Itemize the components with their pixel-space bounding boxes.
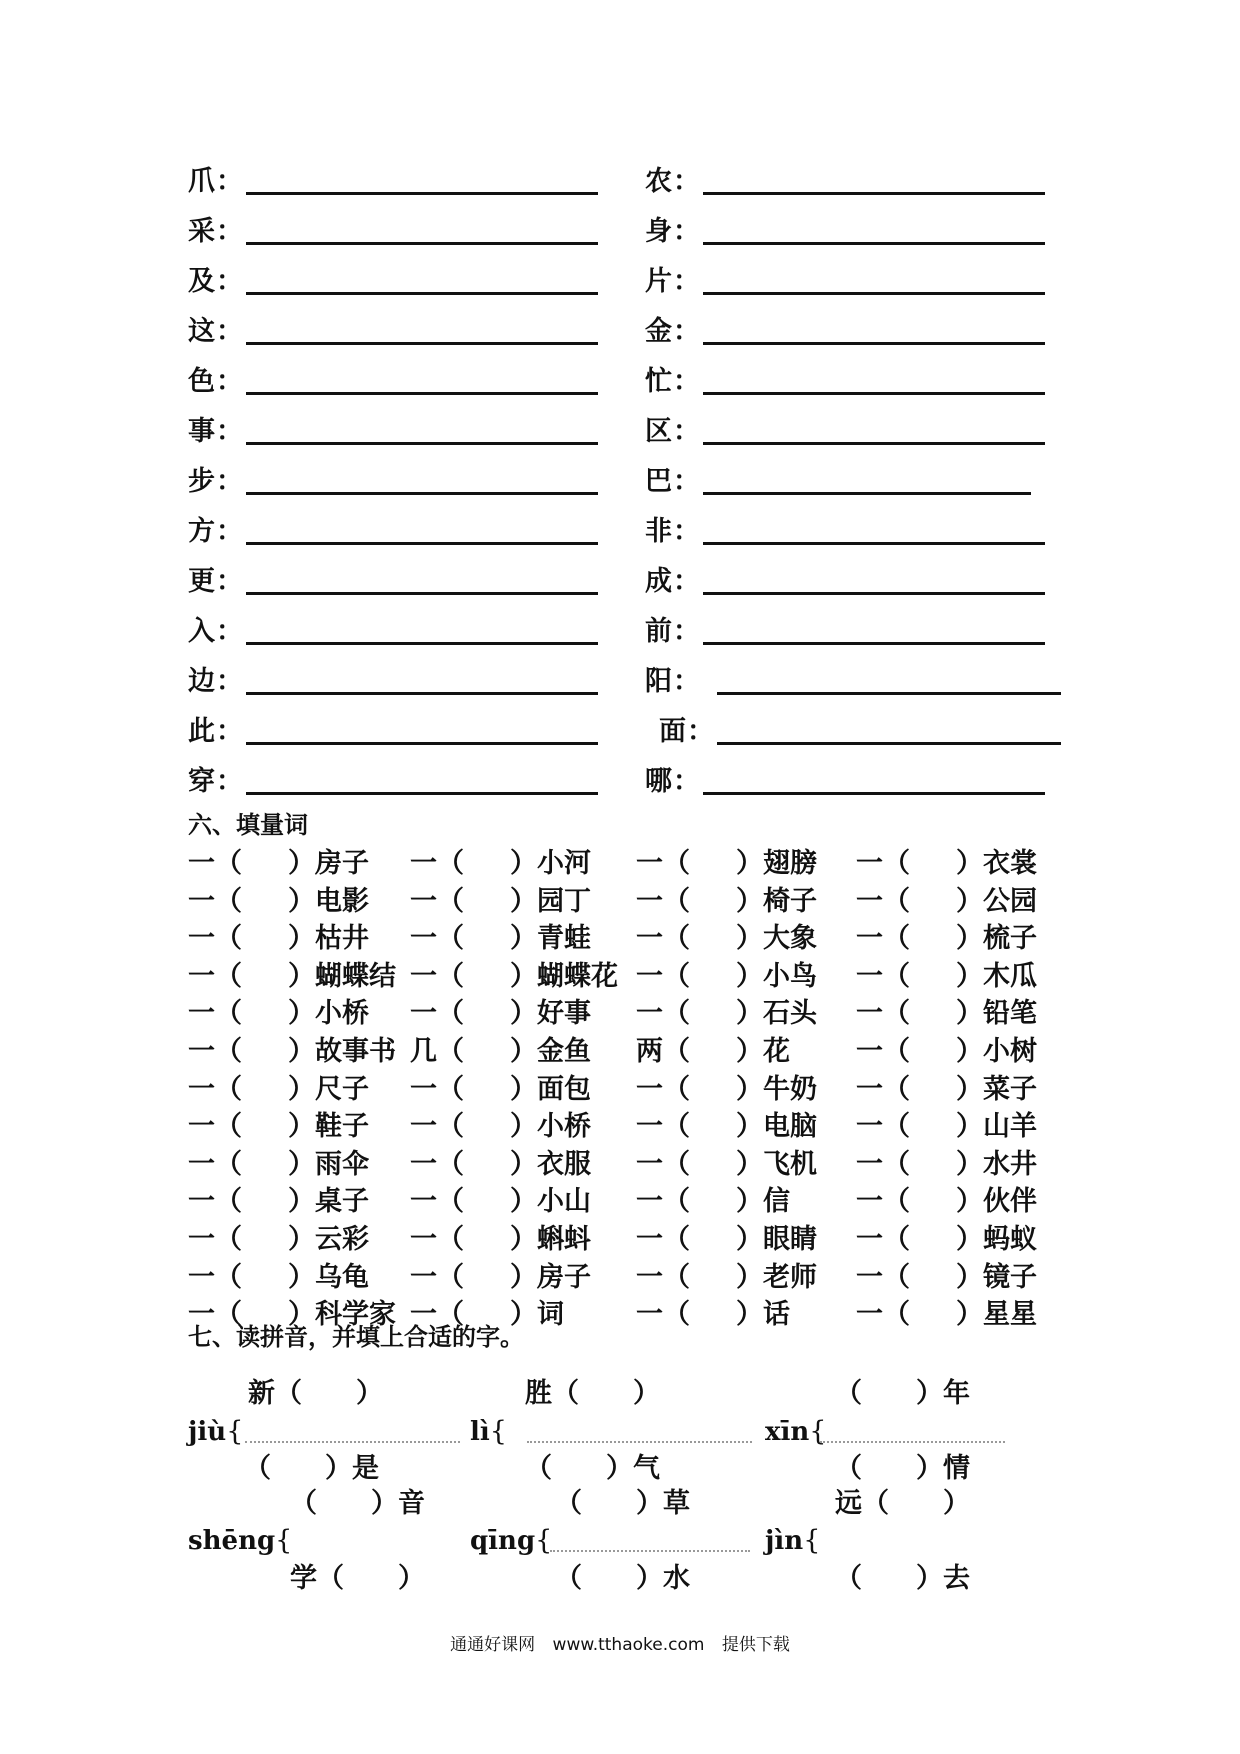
measure-word-item	[856, 1033, 1037, 1070]
measure-word-item	[856, 1259, 1037, 1296]
colon: ：	[216, 716, 243, 747]
measure-word-item	[636, 1146, 817, 1183]
target-character: 身	[645, 216, 672, 247]
close-paren-noun: ）小树	[956, 1036, 1037, 1067]
target-character: 金	[645, 316, 672, 347]
measure-word-item	[410, 1183, 591, 1220]
answer-line[interactable]	[703, 392, 1045, 395]
colon: ：	[673, 366, 700, 397]
measure-word-item	[188, 883, 369, 920]
dotted-guide-line	[550, 1550, 750, 1552]
word-row	[0, 562, 1240, 602]
answer-line[interactable]	[703, 242, 1045, 245]
close-paren-noun: ）木瓜	[956, 960, 1037, 992]
colon: ：	[216, 166, 243, 197]
measure-word-row	[188, 1033, 1068, 1070]
numeral-open-paren: 一（	[856, 1148, 910, 1180]
answer-line[interactable]	[703, 792, 1045, 795]
measure-word-item	[856, 958, 1037, 995]
measure-word-item	[856, 920, 1037, 957]
pinyin-word-top[interactable]: （ ）年	[835, 1378, 970, 1409]
measure-word-item	[188, 845, 369, 882]
section7-title: 七、读拼音，并填上合适的字。	[188, 1322, 524, 1351]
measure-word-item	[188, 1033, 396, 1070]
measure-word-item	[188, 1071, 369, 1108]
measure-word-item	[410, 1108, 591, 1145]
close-paren-noun: ）牛奶	[736, 1073, 817, 1105]
pinyin-word-bottom[interactable]: 学（ ）	[290, 1563, 425, 1594]
numeral-open-paren: 一（	[188, 923, 242, 955]
measure-word-item	[410, 1146, 591, 1183]
close-paren-noun: ）青蛙	[510, 923, 591, 955]
close-paren-noun: ）翅膀	[736, 848, 817, 879]
numeral-open-paren: 一（	[856, 1186, 910, 1218]
measure-word-item	[856, 1108, 1037, 1145]
curly-brace-icon: {	[803, 1525, 821, 1556]
measure-word-item	[636, 920, 817, 957]
numeral-open-paren: 一（	[410, 1148, 464, 1180]
word-row	[0, 312, 1240, 352]
footer-site-name: 通通好课网	[450, 1635, 536, 1655]
numeral-open-paren: 一（	[856, 1224, 910, 1255]
answer-line[interactable]	[717, 742, 1061, 745]
measure-word-item	[636, 1221, 817, 1258]
word-row	[0, 612, 1240, 652]
colon: ：	[216, 666, 243, 697]
numeral-open-paren: 一（	[188, 848, 242, 879]
numeral-open-paren: 一（	[856, 885, 910, 917]
measure-word-item	[636, 1259, 817, 1296]
answer-line[interactable]	[703, 342, 1045, 345]
close-paren-noun: ）小河	[510, 848, 591, 879]
measure-word-row	[188, 958, 1068, 995]
answer-line[interactable]	[246, 492, 598, 495]
close-paren-noun: ）椅子	[736, 885, 817, 917]
numeral-open-paren: 一（	[636, 1224, 690, 1255]
measure-word-item	[410, 1071, 591, 1108]
pinyin-label	[470, 1523, 552, 1559]
target-character: 成	[645, 566, 672, 597]
numeral-open-paren: 一（	[636, 998, 690, 1030]
close-paren-noun: ）飞机	[736, 1148, 817, 1180]
answer-line[interactable]	[703, 442, 1045, 445]
close-paren-noun: ）好事	[510, 998, 591, 1030]
close-paren-noun: ）山羊	[956, 1111, 1037, 1143]
pinyin-text: jìn	[765, 1526, 804, 1556]
answer-line[interactable]	[246, 442, 598, 445]
numeral-open-paren: 一（	[188, 1073, 242, 1105]
pinyin-text: jiù	[188, 1417, 227, 1447]
measure-word-item	[636, 958, 817, 995]
close-paren-noun: ）尺子	[288, 1073, 369, 1105]
answer-line[interactable]	[703, 542, 1045, 545]
answer-line[interactable]	[246, 542, 598, 545]
target-character: 农	[645, 166, 672, 197]
target-character: 采	[188, 216, 215, 247]
answer-line[interactable]	[246, 592, 598, 595]
close-paren-noun: ）房子	[510, 1261, 591, 1293]
target-character: 穿	[188, 766, 215, 797]
numeral-open-paren: 一（	[856, 998, 910, 1030]
measure-word-item	[410, 883, 591, 920]
numeral-open-paren: 一（	[856, 1036, 910, 1067]
dotted-guide-line	[820, 1441, 1005, 1443]
pinyin-word-bottom[interactable]: （ ）气	[525, 1453, 660, 1484]
pinyin-word-top[interactable]: 远（ ）	[835, 1488, 970, 1519]
answer-line[interactable]	[703, 192, 1045, 195]
close-paren-noun: ）面包	[510, 1073, 591, 1105]
numeral-open-paren: 一（	[636, 1299, 690, 1331]
numeral-open-paren: 一（	[188, 960, 242, 992]
measure-word-item	[856, 995, 1037, 1032]
target-character: 片	[645, 266, 672, 297]
measure-word-item	[636, 1071, 817, 1108]
colon: ：	[216, 216, 243, 247]
pinyin-label	[188, 1414, 243, 1450]
colon: ：	[216, 566, 243, 597]
numeral-open-paren: 一（	[410, 848, 464, 879]
numeral-open-paren: 一（	[188, 1299, 242, 1331]
pinyin-word-bottom[interactable]: （ ）是	[244, 1453, 379, 1484]
close-paren-noun: ）伙伴	[956, 1186, 1037, 1218]
numeral-open-paren: 一（	[856, 923, 910, 955]
numeral-open-paren: 一（	[410, 1224, 464, 1255]
colon: ：	[673, 666, 700, 697]
curly-brace-icon: {	[226, 1416, 244, 1447]
numeral-open-paren: 两（	[636, 1036, 690, 1067]
numeral-open-paren: 一（	[188, 998, 242, 1030]
target-character: 方	[188, 516, 215, 547]
close-paren-noun: ）衣裳	[956, 848, 1037, 879]
target-character: 步	[188, 466, 215, 497]
colon: ：	[673, 616, 700, 647]
measure-word-row	[188, 1221, 1068, 1258]
pinyin-word-bottom[interactable]: （ ）水	[555, 1563, 690, 1594]
numeral-open-paren: 几（	[410, 1036, 464, 1067]
pinyin-text: shēng	[188, 1526, 276, 1556]
colon: ：	[216, 416, 243, 447]
answer-line[interactable]	[246, 642, 598, 645]
pinyin-word-top[interactable]: （ ）音	[290, 1488, 425, 1519]
measure-word-item	[410, 1259, 591, 1296]
colon: ：	[673, 766, 700, 797]
numeral-open-paren: 一（	[410, 1111, 464, 1143]
measure-word-row	[188, 1259, 1068, 1296]
measure-word-item	[636, 1296, 790, 1333]
numeral-open-paren: 一（	[188, 885, 242, 917]
colon: ：	[216, 766, 243, 797]
answer-line[interactable]	[703, 292, 1045, 295]
pinyin-label	[470, 1414, 507, 1450]
numeral-open-paren: 一（	[636, 1261, 690, 1293]
close-paren-noun: ）花	[736, 1036, 790, 1067]
measure-word-row	[188, 883, 1068, 920]
close-paren-noun: ）鞋子	[288, 1111, 369, 1143]
dotted-guide-line	[245, 1441, 460, 1443]
colon: ：	[673, 416, 700, 447]
close-paren-noun: ）词	[510, 1299, 564, 1331]
measure-word-item	[410, 1221, 591, 1258]
word-row	[0, 412, 1240, 452]
close-paren-noun: ）菜子	[956, 1073, 1037, 1105]
colon: ：	[216, 516, 243, 547]
dotted-guide-line	[527, 1441, 752, 1443]
close-paren-noun: ）小桥	[288, 998, 369, 1030]
measure-word-item	[636, 1108, 817, 1145]
measure-word-item	[188, 958, 396, 995]
close-paren-noun: ）大象	[736, 923, 817, 955]
target-character: 事	[188, 416, 215, 447]
close-paren-noun: ）镜子	[956, 1261, 1037, 1293]
answer-line[interactable]	[703, 642, 1045, 645]
measure-word-item	[188, 1221, 369, 1258]
answer-line[interactable]	[717, 692, 1061, 695]
measure-word-item	[410, 845, 591, 882]
measure-word-item	[856, 1183, 1037, 1220]
measure-word-item	[410, 958, 618, 995]
close-paren-noun: ）蝌蚪	[510, 1224, 591, 1255]
measure-word-row	[188, 845, 1068, 882]
colon: ：	[687, 716, 714, 747]
numeral-open-paren: 一（	[410, 998, 464, 1030]
word-row	[0, 712, 1240, 752]
numeral-open-paren: 一（	[856, 1261, 910, 1293]
answer-line[interactable]	[246, 192, 598, 195]
measure-word-item	[636, 1183, 790, 1220]
close-paren-noun: ）水井	[956, 1148, 1037, 1180]
measure-word-row	[188, 1108, 1068, 1145]
numeral-open-paren: 一（	[856, 960, 910, 992]
numeral-open-paren: 一（	[410, 960, 464, 992]
word-row	[0, 212, 1240, 252]
numeral-open-paren: 一（	[410, 885, 464, 917]
close-paren-noun: ）星星	[956, 1299, 1037, 1331]
pinyin-text: qīng	[470, 1526, 536, 1556]
close-paren-noun: ）云彩	[288, 1224, 369, 1255]
word-row	[0, 512, 1240, 552]
footer-note: 提供下载	[721, 1635, 790, 1655]
measure-word-item	[188, 1259, 369, 1296]
close-paren-noun: ）乌龟	[288, 1261, 369, 1293]
target-character: 非	[645, 516, 672, 547]
numeral-open-paren: 一（	[410, 923, 464, 955]
numeral-open-paren: 一（	[856, 1299, 910, 1331]
answer-line[interactable]	[246, 292, 598, 295]
close-paren-noun: ）电脑	[736, 1111, 817, 1143]
measure-word-row	[188, 995, 1068, 1032]
close-paren-noun: ）科学家	[288, 1299, 396, 1331]
numeral-open-paren: 一（	[636, 960, 690, 992]
answer-line[interactable]	[246, 242, 598, 245]
footer-url: www.tthaoke.com	[552, 1635, 705, 1655]
answer-line[interactable]	[246, 692, 598, 695]
close-paren-noun: ）信	[736, 1186, 790, 1218]
colon: ：	[673, 566, 700, 597]
close-paren-noun: ）话	[736, 1299, 790, 1331]
numeral-open-paren: 一（	[636, 1186, 690, 1218]
measure-word-item	[856, 1221, 1037, 1258]
measure-word-row	[188, 920, 1068, 957]
target-character: 及	[188, 266, 215, 297]
colon: ：	[216, 366, 243, 397]
close-paren-noun: ）眼睛	[736, 1224, 817, 1255]
target-character: 这	[188, 316, 215, 347]
pinyin-word-bottom[interactable]: （ ）情	[835, 1453, 970, 1484]
curly-brace-icon: {	[489, 1416, 507, 1447]
measure-word-item	[188, 995, 369, 1032]
numeral-open-paren: 一（	[188, 1036, 242, 1067]
section6-title: 六、填量词	[188, 810, 308, 839]
close-paren-noun: ）电影	[288, 885, 369, 917]
target-character: 前	[645, 616, 672, 647]
close-paren-noun: ）金鱼	[510, 1036, 591, 1067]
colon: ：	[216, 466, 243, 497]
close-paren-noun: ）蝴蝶花	[510, 960, 618, 992]
close-paren-noun: ）小桥	[510, 1111, 591, 1143]
numeral-open-paren: 一（	[856, 1111, 910, 1143]
target-character: 此	[188, 716, 215, 747]
page-footer	[0, 1633, 1240, 1657]
numeral-open-paren: 一（	[636, 1148, 690, 1180]
colon: ：	[216, 616, 243, 647]
target-character: 面	[659, 716, 686, 747]
pinyin-word-top[interactable]: 胜（ ）	[525, 1378, 660, 1409]
pinyin-word-bottom[interactable]: （ ）去	[835, 1563, 970, 1594]
close-paren-noun: ）铅笔	[956, 998, 1037, 1030]
numeral-open-paren: 一（	[188, 1224, 242, 1255]
numeral-open-paren: 一（	[636, 923, 690, 955]
numeral-open-paren: 一（	[410, 1299, 464, 1331]
answer-line[interactable]	[246, 392, 598, 395]
measure-word-item	[188, 1108, 369, 1145]
target-character: 入	[188, 616, 215, 647]
colon: ：	[216, 266, 243, 297]
close-paren-noun: ）梳子	[956, 923, 1037, 955]
target-character: 爪	[188, 166, 215, 197]
pinyin-word-top[interactable]: （ ）草	[555, 1488, 690, 1519]
pinyin-label	[765, 1414, 826, 1450]
target-character: 巴	[645, 466, 672, 497]
close-paren-noun: ）蝴蝶结	[288, 960, 396, 992]
curly-brace-icon: {	[275, 1525, 293, 1556]
pinyin-text: xīn	[765, 1417, 810, 1447]
measure-word-row	[188, 1071, 1068, 1108]
numeral-open-paren: 一（	[636, 1073, 690, 1105]
numeral-open-paren: 一（	[856, 1073, 910, 1105]
measure-word-row	[188, 1183, 1068, 1220]
answer-line[interactable]	[703, 592, 1045, 595]
target-character: 边	[188, 666, 215, 697]
measure-word-row	[188, 1146, 1068, 1183]
measure-word-item	[856, 883, 1037, 920]
target-character: 忙	[645, 366, 672, 397]
colon: ：	[673, 316, 700, 347]
close-paren-noun: ）蚂蚁	[956, 1224, 1037, 1255]
numeral-open-paren: 一（	[636, 1111, 690, 1143]
pinyin-label	[188, 1523, 292, 1559]
measure-word-item	[410, 1033, 591, 1070]
close-paren-noun: ）故事书	[288, 1036, 396, 1067]
answer-line[interactable]	[246, 342, 598, 345]
target-character: 阳	[645, 666, 672, 697]
measure-word-item	[410, 995, 591, 1032]
close-paren-noun: ）房子	[288, 848, 369, 879]
answer-line[interactable]	[703, 492, 1031, 495]
close-paren-noun: ）雨伞	[288, 1148, 369, 1180]
close-paren-noun: ）公园	[956, 885, 1037, 917]
colon: ：	[216, 316, 243, 347]
colon: ：	[673, 466, 700, 497]
close-paren-noun: ）小鸟	[736, 960, 817, 992]
answer-line[interactable]	[246, 742, 598, 745]
target-character: 哪	[645, 766, 672, 797]
numeral-open-paren: 一（	[636, 885, 690, 917]
numeral-open-paren: 一（	[188, 1261, 242, 1293]
pinyin-label	[765, 1523, 820, 1559]
numeral-open-paren: 一（	[188, 1186, 242, 1218]
measure-word-item	[636, 995, 817, 1032]
numeral-open-paren: 一（	[188, 1148, 242, 1180]
word-row	[0, 762, 1240, 802]
numeral-open-paren: 一（	[188, 1111, 242, 1143]
answer-line[interactable]	[246, 792, 598, 795]
target-character: 色	[188, 366, 215, 397]
close-paren-noun: ）小山	[510, 1186, 591, 1218]
colon: ：	[673, 216, 700, 247]
measure-word-item	[856, 845, 1037, 882]
close-paren-noun: ）枯井	[288, 923, 369, 955]
close-paren-noun: ）衣服	[510, 1148, 591, 1180]
numeral-open-paren: 一（	[856, 848, 910, 879]
measure-word-item	[856, 1146, 1037, 1183]
close-paren-noun: ）老师	[736, 1261, 817, 1293]
colon: ：	[673, 516, 700, 547]
numeral-open-paren: 一（	[636, 848, 690, 879]
numeral-open-paren: 一（	[410, 1186, 464, 1218]
colon: ：	[673, 166, 700, 197]
measure-word-item	[188, 920, 369, 957]
measure-word-item	[410, 920, 591, 957]
word-row	[0, 262, 1240, 302]
close-paren-noun: ）桌子	[288, 1186, 369, 1218]
measure-word-item	[636, 883, 817, 920]
numeral-open-paren: 一（	[410, 1073, 464, 1105]
word-row	[0, 462, 1240, 502]
target-character: 更	[188, 566, 215, 597]
word-row	[0, 362, 1240, 402]
pinyin-text: lì	[470, 1417, 490, 1447]
measure-word-item	[856, 1071, 1037, 1108]
pinyin-word-top[interactable]: 新（ ）	[248, 1378, 383, 1409]
measure-word-item	[636, 1033, 790, 1070]
measure-word-item	[636, 845, 817, 882]
word-row	[0, 662, 1240, 702]
measure-word-item	[856, 1296, 1037, 1333]
curly-brace-icon: {	[809, 1416, 827, 1447]
close-paren-noun: ）石头	[736, 998, 817, 1030]
word-row	[0, 162, 1240, 202]
curly-brace-icon: {	[535, 1525, 553, 1556]
colon: ：	[673, 266, 700, 297]
measure-word-item	[188, 1146, 369, 1183]
close-paren-noun: ）园丁	[510, 885, 591, 917]
target-character: 区	[645, 416, 672, 447]
measure-word-item	[188, 1183, 369, 1220]
numeral-open-paren: 一（	[410, 1261, 464, 1293]
